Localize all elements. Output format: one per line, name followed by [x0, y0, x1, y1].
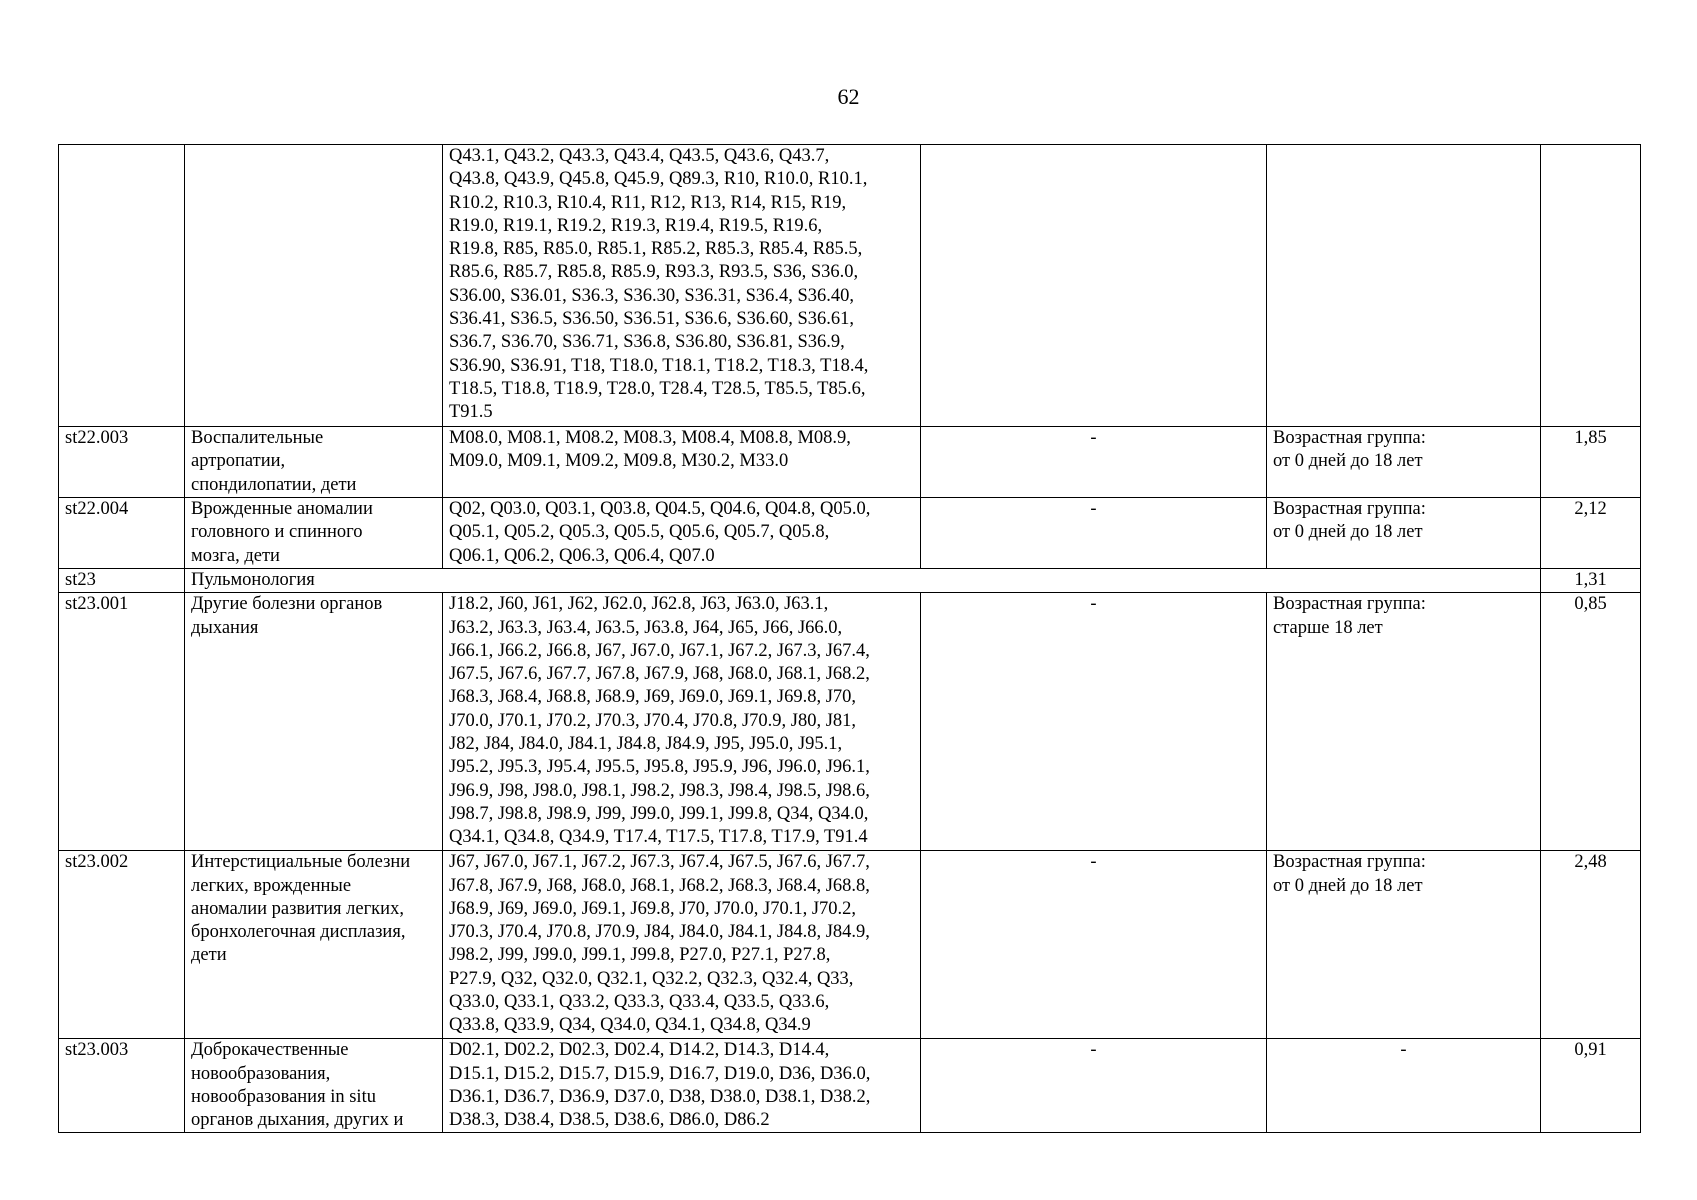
coefficient	[1541, 145, 1641, 427]
section-code: st23	[59, 569, 185, 593]
ksg-code: st22.004	[59, 498, 185, 569]
icd-codes: Q02, Q03.0, Q03.1, Q03.8, Q04.5, Q04.6, Q04.8, Q05.0, Q05.1, Q05.2, Q05.3, Q05.5, Q05.6, Q05.7, Q05.8, Q06.1, Q06.2, Q06.3, Q06.4, Q07.0	[443, 498, 921, 569]
coefficient: 2,48	[1541, 851, 1641, 1039]
icd-codes: D02.1, D02.2, D02.3, D02.4, D14.2, D14.3, D14.4, D15.1, D15.2, D15.7, D15.9, D16.7, D19.0, D36, D36.0, D36.1, D36.7, D36.9, D37.0, D38, D38.0, D38.1, D38.2, D38.3, D38.4, D38.5, D38.6, D86.0, D86.2	[443, 1039, 921, 1133]
coefficient: 0,85	[1541, 593, 1641, 851]
extra-criteria: Возрастная группа: старше 18 лет	[1267, 593, 1541, 851]
table-row	[59, 498, 1641, 569]
ksg-code: st23.003	[59, 1039, 185, 1133]
icd-codes: M08.0, M08.1, M08.2, M08.3, M08.4, M08.8, M08.9, M09.0, M09.1, M09.2, M09.8, M30.2, M33.0	[443, 427, 921, 498]
ksg-name: Врожденные аномалии головного и спинного мозга, дети	[185, 498, 443, 569]
ksg-code	[59, 145, 185, 427]
table-row	[59, 427, 1641, 498]
ksg-name: Воспалительные артропатии, спондилопатии, дети	[185, 427, 443, 498]
extra-criteria: Возрастная группа: от 0 дней до 18 лет	[1267, 851, 1541, 1039]
section-title: Пульмонология	[185, 569, 1541, 593]
ksg-code: st23.002	[59, 851, 185, 1039]
icd-codes: J67, J67.0, J67.1, J67.2, J67.3, J67.4, J67.5, J67.6, J67.7, J67.8, J67.9, J68, J68.0, J68.1, J68.2, J68.3, J68.4, J68.8, J68.9, J69, J69.0, J69.1, J69.8, J70, J70.0, J70.1, J70.2, J70.3, J70.4, J70.8, J70.9, J84, J84.0, J84.1, J84.8, J84.9, J98.2, J99, J99.0, J99.1, J99.8, P27.0, P27.1, P27.8, P27.9, Q32, Q32.0, Q32.1, Q32.2, Q32.3, Q32.4, Q33, Q33.0, Q33.1, Q33.2, Q33.3, Q33.4, Q33.5, Q33.6, Q33.8, Q33.9, Q34, Q34.0, Q34.1, Q34.8, Q34.9	[443, 851, 921, 1039]
coefficient: 0,91	[1541, 1039, 1641, 1133]
table-row	[59, 1039, 1641, 1133]
icd-codes: Q43.1, Q43.2, Q43.3, Q43.4, Q43.5, Q43.6, Q43.7, Q43.8, Q43.9, Q45.8, Q45.9, Q89.3, R10, R10.0, R10.1, R10.2, R10.3, R10.4, R11, R12, R13, R14, R15, R19, R19.0, R19.1, R19.2, R19.3, R19.4, R19.5, R19.6, R19.8, R85, R85.0, R85.1, R85.2, R85.3, R85.4, R85.5, R85.6, R85.7, R85.8, R85.9, R93.3, R93.5, S36, S36.0, S36.00, S36.01, S36.3, S36.30, S36.31, S36.4, S36.40, S36.41, S36.5, S36.50, S36.51, S36.6, S36.60, S36.61, S36.7, S36.70, S36.71, S36.8, S36.80, S36.81, S36.9, S36.90, S36.91, T18, T18.0, T18.1, T18.2, T18.3, T18.4, T18.5, T18.8, T18.9, T28.0, T28.4, T28.5, T85.5, T85.6, T91.5	[443, 145, 921, 427]
extra-criteria: -	[1267, 1039, 1541, 1133]
extra-criteria: Возрастная группа: от 0 дней до 18 лет	[1267, 427, 1541, 498]
procedure-code: -	[921, 593, 1267, 851]
extra-criteria	[1267, 145, 1541, 427]
table-row	[59, 145, 1641, 427]
ksg-code: st23.001	[59, 593, 185, 851]
ksg-name: Интерстициальные болезни легких, врожденные аномалии развития легких, бронхолегочная дисплазия, дети	[185, 851, 443, 1039]
section-coefficient: 1,31	[1541, 569, 1641, 593]
procedure-code: -	[921, 1039, 1267, 1133]
procedure-code: -	[921, 498, 1267, 569]
tariff-table	[58, 144, 1641, 1133]
extra-criteria: Возрастная группа: от 0 дней до 18 лет	[1267, 498, 1541, 569]
table-row	[59, 593, 1641, 851]
coefficient: 2,12	[1541, 498, 1641, 569]
ksg-name: Другие болезни органов дыхания	[185, 593, 443, 851]
procedure-code: -	[921, 427, 1267, 498]
ksg-name: Доброкачественные новообразования, новообразования in situ органов дыхания, других и	[185, 1039, 443, 1133]
page-number: 62	[837, 84, 860, 109]
table-row	[59, 851, 1641, 1039]
procedure-code: -	[921, 851, 1267, 1039]
procedure-code	[921, 145, 1267, 427]
ksg-code: st22.003	[59, 427, 185, 498]
section-row	[59, 569, 1641, 593]
icd-codes: J18.2, J60, J61, J62, J62.0, J62.8, J63, J63.0, J63.1, J63.2, J63.3, J63.4, J63.5, J63.8, J64, J65, J66, J66.0, J66.1, J66.2, J66.8, J67, J67.0, J67.1, J67.2, J67.3, J67.4, J67.5, J67.6, J67.7, J67.8, J67.9, J68, J68.0, J68.1, J68.2, J68.3, J68.4, J68.8, J68.9, J69, J69.0, J69.1, J69.8, J70, J70.0, J70.1, J70.2, J70.3, J70.4, J70.8, J70.9, J80, J81, J82, J84, J84.0, J84.1, J84.8, J84.9, J95, J95.0, J95.1, J95.2, J95.3, J95.4, J95.5, J95.8, J95.9, J96, J96.0, J96.1, J96.9, J98, J98.0, J98.1, J98.2, J98.3, J98.4, J98.5, J98.6, J98.7, J98.8, J98.9, J99, J99.0, J99.1, J99.8, Q34, Q34.0, Q34.1, Q34.8, Q34.9, T17.4, T17.5, T17.8, T17.9, T91.4	[443, 593, 921, 851]
coefficient: 1,85	[1541, 427, 1641, 498]
ksg-name	[185, 145, 443, 427]
